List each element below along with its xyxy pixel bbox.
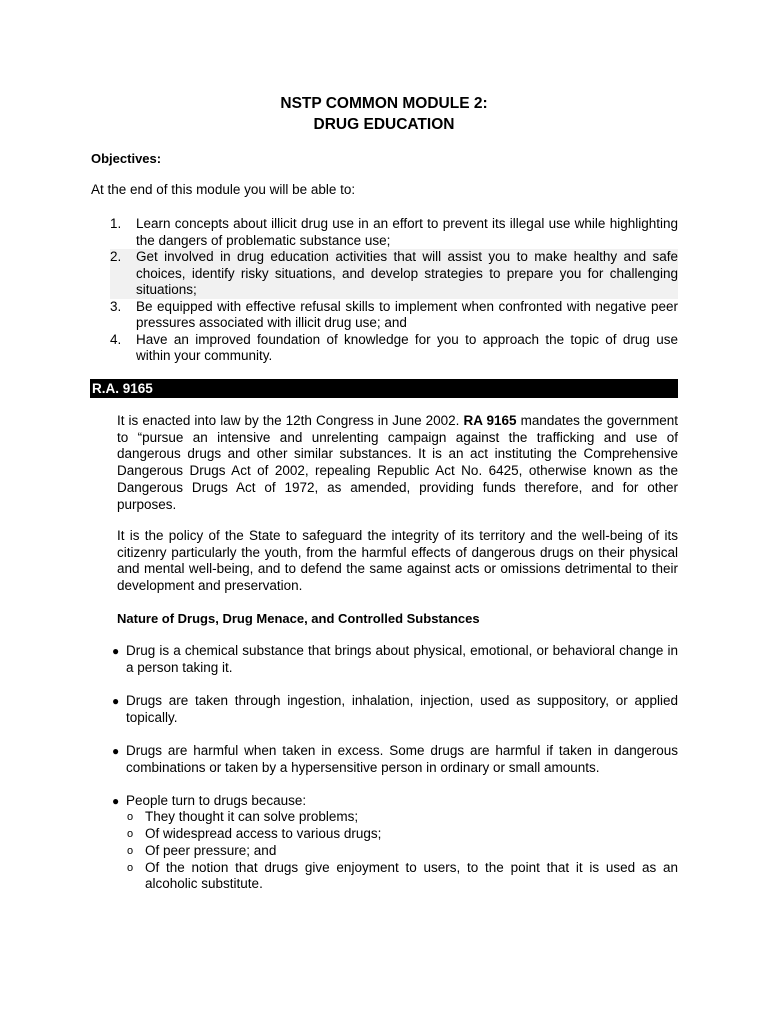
policy-paragraph: It is the policy of the State to safeguard the integrity of its territory and the well-being of its citizenry particularly the youth, from the harmful effects of dangerous drugs on their physical and mental well-being, and to defend the same against acts or omissions detrimental to their development and preservation. [117,528,678,594]
sublist-item [126,826,678,843]
objective-number: 3. [110,298,122,314]
sublist-item [126,860,678,893]
list-item [112,643,678,676]
list-item [112,693,678,726]
list-item-text: Drugs are taken through ingestion, inhalation, injection, used as suppository, or applied topically. [126,692,678,725]
objectives-list [110,216,678,365]
objective-text: Get involved in drug education activities that will assist you to make healthy and safe choices, identify risky situations, and develop strategies to prepare you for challenging situations; [136,249,678,297]
sublist-item [126,843,678,860]
objective-text: Have an improved foundation of knowledge for you to approach the topic of drug use within your community. [136,331,678,363]
circle-bullet-icon: o [127,811,134,824]
objective-item [110,249,678,299]
bullet-icon: ● [112,743,120,758]
objective-number: 2. [110,249,122,264]
circle-bullet-icon: o [127,828,134,841]
list-item-text: Drugs are harmful when taken in excess. Some drugs are harmful if taken in dangerous combinations or taken by a hypersensitive person in ordinary or small amounts. [126,742,678,775]
reasons-sublist [126,809,678,893]
section-header-bar: R.A. 9165 [90,379,678,398]
sublist-item-text: Of peer pressure; and [145,842,277,858]
circle-bullet-icon: o [127,844,134,857]
ra-bold-text: RA 9165 [463,413,517,428]
nature-of-drugs-heading: Nature of Drugs, Drug Menace, and Controlled Substances [117,611,480,626]
sublist-item-text: Of widespread access to various drugs; [145,826,382,842]
sublist-item [126,809,678,826]
paragraph-text: mandates the government to “pursue an intensive and unrelenting campaign against the trafficking and use of dangerous drugs and other similar substances. It is an act instituting the Comprehensive Dangerous Drugs Act of 2002, repealing Republic Act No. 6425, otherwise known as the Dangerous Drugs Act of 1972, as amended, providing funds therefore, and for other purposes. [117,413,678,512]
objective-text: Learn concepts about illicit drug use in an effort to prevent its illegal use while highlighting the dangers of problematic substance use; [136,216,678,248]
sublist-item-text: Of the notion that drugs give enjoyment to users, to the point that it is used as an alcoholic substitute. [145,859,678,892]
objective-item [110,299,678,332]
objective-item [110,216,678,249]
list-item [112,743,678,776]
list-item-text: People turn to drugs because: [126,792,307,808]
objective-number: 4. [110,331,122,347]
drug-facts-list [112,643,678,909]
paragraph-text: It is enacted into law by the 12th Congress in June 2002. [117,413,464,428]
objective-text: Be equipped with effective refusal skills to implement when confronted with negative peer pressures associated with illicit drug use; and [136,298,678,330]
list-item [112,793,678,893]
circle-bullet-icon: o [127,861,134,874]
list-item-text: Drug is a chemical substance that brings about physical, emotional, or behavioral change in a person taking it. [126,643,678,675]
bullet-icon: ● [112,793,120,808]
objectives-intro: At the end of this module you will be able to: [91,182,356,197]
module-title: NSTP COMMON MODULE 2: [280,95,488,112]
objective-number: 1. [110,216,122,231]
ra-9165-paragraph [117,413,678,513]
objective-item [110,332,678,365]
module-subtitle: DRUG EDUCATION [313,116,455,133]
bullet-icon: ● [112,644,120,658]
sublist-item-text: They thought it can solve problems; [145,809,359,825]
bullet-icon: ● [112,693,120,708]
objectives-heading: Objectives: [91,151,162,166]
